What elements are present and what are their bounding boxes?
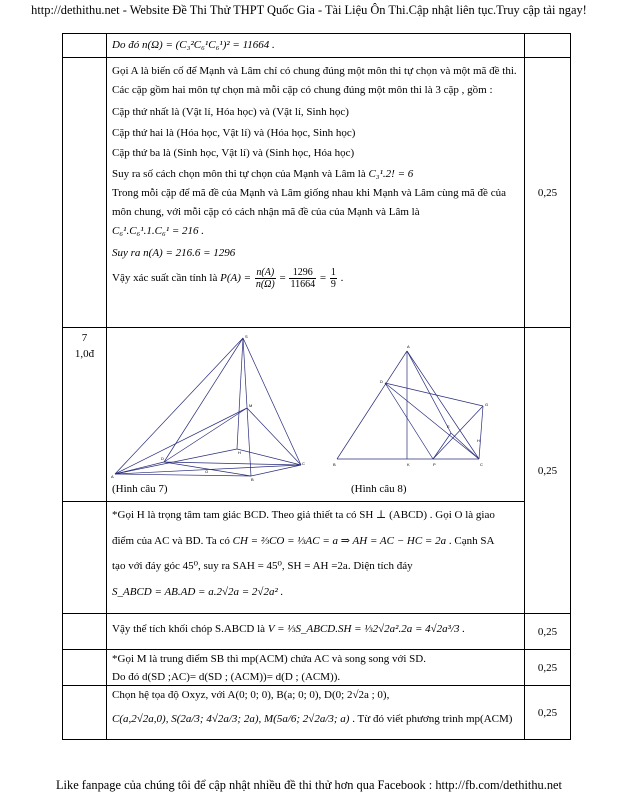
ch-line: điểm của AC và BD. Ta có CH = ⅔CO = ⅓AC = a ⇒ AH = AC − HC = 2a . Cạnh SA: [112, 534, 495, 547]
table-row: [63, 58, 571, 328]
score-badge: 0,25: [537, 661, 558, 674]
figure-8-geometry: [337, 351, 483, 459]
centroid-line: *Gọi H là trọng tâm tam giác BCD. Theo giả thiết ta có SH ⊥ (ABCD) . Gọi O là giao: [112, 509, 495, 521]
ch-equation: CH = ⅔CO = ⅓AC = a ⇒ AH = AC − HC = 2a: [232, 534, 447, 547]
ways-line: [112, 167, 520, 183]
fig8-label-b: B: [333, 462, 336, 467]
solution-table: [62, 33, 571, 740]
question-points: 1,0đ: [74, 348, 95, 360]
score-badge: 0,25: [537, 625, 558, 638]
caption-figure-7: (Hình câu 7): [112, 483, 168, 495]
pair-3: Cặp thứ ba là (Sinh học, Vật lí) và (Sinh học, Hóa học): [112, 147, 355, 159]
probability-line: Vậy xác suất cần tính là P(A) = $\frac{n(A)}{n(\Omega)}$ = $\frac{1296}{11664}$ = $\frac{1}{9}$ .: [112, 267, 344, 290]
pair-1: Cặp thứ nhất là (Vật lí, Hóa học) và (Vật lí, Sinh học): [112, 106, 349, 118]
fig8-label-d: D: [380, 379, 383, 384]
fig8-label-c: C: [480, 462, 483, 467]
angle-line: tạo với đáy góc 45⁰, suy ra SAH = 45⁰, SH = AH =2a. Diện tích đáy: [112, 560, 413, 572]
fig7-label-d: D: [161, 456, 164, 461]
table-row: [63, 328, 571, 502]
points-formula: C(a,2√2a,0), S(2a/3; 4√2a/3; 2a), M(5a/6; 2√2a/3; a): [112, 712, 350, 725]
table-row: [63, 686, 571, 740]
prob-text: Vậy xác suất cần tính là: [112, 272, 218, 285]
prob-frac-2: $\frac{1296}{11664}$: [290, 267, 316, 290]
table-row: [63, 502, 571, 614]
question-number: 7: [81, 332, 88, 344]
score-badge: 0,25: [537, 186, 558, 199]
ways-formula: C₃¹.2! = 6: [368, 167, 414, 180]
midpoint-line: *Gọi M là trung điểm SB thì mp(ACM) chứa AC và song song với SD.: [112, 653, 426, 665]
fig7-label-c: C: [302, 461, 305, 466]
fig8-label-a: A: [407, 344, 410, 349]
prob-lhs: P(A) =: [220, 272, 252, 285]
figures: [111, 328, 509, 500]
caption-figure-8: (Hình câu 8): [351, 483, 407, 495]
fig7-label-a: A: [111, 474, 114, 479]
n-a-line: Suy ra n(A) = 216.6 = 1296: [112, 246, 236, 259]
fig7-label-o: O: [205, 469, 209, 474]
pair-2: Cặp thứ hai là (Hóa học, Vật lí) và (Hóa học, Sinh học): [112, 126, 356, 139]
prob-frac-1: $\frac{n(A)}{n(\Omega)}$: [255, 267, 275, 290]
codes-formula: C₆¹.C₆¹.1.C₆¹ = 216 .: [112, 225, 205, 237]
fig8-label-h: H: [477, 438, 480, 443]
n-omega-line: Do đó n(Ω) = (C₃²C₆¹C₆¹)² = 11664 .: [112, 39, 275, 51]
coordinate-line: Chọn hệ tọa độ Oxyz, với A(0; 0; 0), B(a; 0; 0), D(0; 2√2a ; 0),: [112, 689, 390, 701]
fig8-label-g: G: [485, 402, 489, 407]
area-line: S_ABCD = AB.AD = a.2√2a = 2√2a² .: [112, 585, 284, 598]
prob-frac-3: $\frac{1}{9}$: [330, 267, 336, 290]
table-row: [63, 614, 571, 650]
table-row: [63, 34, 571, 58]
volume-line: Vậy thể tích khối chóp S.ABCD là V = ⅓S_ABCD.SH = ⅓2√2a².2a = 4√2a³/3 .: [112, 623, 466, 635]
distance-line: Do đó d(SD ;AC)= d(SD ; (ACM))= d(D ; (ACM)).: [112, 670, 341, 683]
score-badge: 0,25: [537, 464, 558, 477]
codes-paragraph: Trong mỗi cặp để mã đề của Mạnh và Lâm giống nhau khi Mạnh và Lâm cùng mã đề của môn chung, với mỗi cặp có cách nhận mã đề của của Mạnh và Lâm là: [112, 187, 506, 218]
page-header: http://dethithu.net - Website Đề Thi Thử THPT Quốc Gia - Tài Liệu Ôn Thi.Cập nhật liên tục.Truy cập tải ngay!: [31, 3, 587, 17]
fig7-label-s: S: [245, 334, 248, 339]
score-badge: 0,25: [537, 706, 558, 719]
fig8-label-e: E: [447, 424, 450, 429]
ways-text: Suy ra số cách chọn môn thi tự chọn của Mạnh và Lâm là: [112, 167, 366, 180]
fig7-label-h: H: [238, 450, 241, 455]
table-row: [63, 650, 571, 686]
figure-7-pyramid: [115, 338, 301, 476]
volume-formula: V = ⅓S_ABCD.SH = ⅓2√2a².2a = 4√2a³/3 .: [267, 623, 466, 635]
fig7-label-b: B: [251, 477, 254, 482]
fig8-label-p: P: [433, 462, 436, 467]
points-line: C(a,2√2a,0), S(2a/3; 4√2a/3; 2a), M(5a/6; 2√2a/3; a) . Từ đó viết phương trình mp(ACM): [112, 712, 513, 725]
fig8-label-k: K: [407, 462, 410, 467]
page-footer: Like fanpage của chúng tôi để cập nhật nhiều đề thi thử hơn qua Facebook : http://fb.com/dethithu.net: [55, 778, 562, 792]
event-definition: Gọi A là biến cố để Mạnh và Lâm chỉ có chung đúng một môn thi tự chọn và một mã đề thi. Các cặp gồm hai môn tự chọn mà mỗi cặp có chung đúng một môn thi là 3 cặp , gồm :: [112, 65, 517, 96]
fig7-label-m: M: [249, 403, 253, 408]
